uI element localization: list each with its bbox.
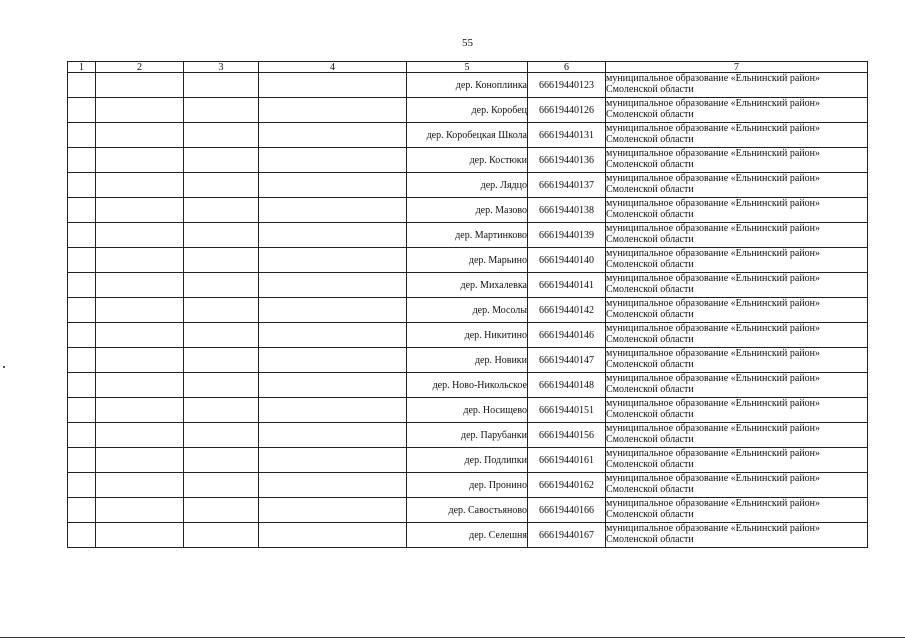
table-row (68, 423, 868, 448)
table-row (68, 198, 868, 223)
header-col-4: 4 (259, 62, 407, 73)
empty-cell-col-4 (259, 323, 407, 348)
empty-cell-col-2 (96, 98, 184, 123)
municipality-line-2: Смоленской области (606, 159, 694, 170)
header-col-7: 7 (606, 62, 868, 73)
empty-cell-col-3 (184, 223, 259, 248)
municipality (606, 423, 868, 448)
empty-cell-col-1 (68, 173, 96, 198)
header-col-3: 3 (184, 62, 259, 73)
municipality-line-1: муниципальное образование «Ельнинский район» (606, 148, 821, 159)
empty-cell-col-3 (184, 423, 259, 448)
municipality-line-2: Смоленской области (606, 234, 694, 245)
municipality-line-1: муниципальное образование «Ельнинский район» (606, 523, 821, 534)
empty-cell-col-2 (96, 423, 184, 448)
settlement-name: дер. Парубанки (407, 423, 528, 448)
empty-cell-col-2 (96, 248, 184, 273)
settlement-name: дер. Коноплинка (407, 73, 528, 98)
settlement-name: дер. Коробецкая Школа (407, 123, 528, 148)
empty-cell-col-3 (184, 323, 259, 348)
municipality-line-1: муниципальное образование «Ельнинский район» (606, 373, 821, 384)
table-row (68, 173, 868, 198)
municipality-line-1: муниципальное образование «Ельнинский район» (606, 473, 821, 484)
oktmo-code: 66619440141 (528, 273, 606, 298)
empty-cell-col-3 (184, 348, 259, 373)
header-col-5: 5 (407, 62, 528, 73)
municipality-line-2: Смоленской области (606, 409, 694, 420)
empty-cell-col-4 (259, 98, 407, 123)
municipality-line-1: муниципальное образование «Ельнинский район» (606, 273, 821, 284)
empty-cell-col-1 (68, 198, 96, 223)
empty-cell-col-3 (184, 198, 259, 223)
empty-cell-col-4 (259, 298, 407, 323)
table-row (68, 148, 868, 173)
municipality (606, 473, 868, 498)
municipality-line-1: муниципальное образование «Ельнинский район» (606, 123, 821, 134)
empty-cell-col-2 (96, 123, 184, 148)
empty-cell-col-3 (184, 98, 259, 123)
empty-cell-col-2 (96, 73, 184, 98)
municipality-line-2: Смоленской области (606, 284, 694, 295)
header-col-2: 2 (96, 62, 184, 73)
municipality-line-1: муниципальное образование «Ельнинский район» (606, 348, 821, 359)
table-row (68, 273, 868, 298)
municipality-line-2: Смоленской области (606, 109, 694, 120)
empty-cell-col-1 (68, 323, 96, 348)
oktmo-code: 66619440142 (528, 298, 606, 323)
header-row (68, 62, 868, 73)
municipality-line-1: муниципальное образование «Ельнинский район» (606, 248, 821, 259)
page-number: 55 (462, 37, 473, 49)
empty-cell-col-4 (259, 148, 407, 173)
settlement-name: дер. Новики (407, 348, 528, 373)
oktmo-code: 66619440136 (528, 148, 606, 173)
oktmo-code: 66619440123 (528, 73, 606, 98)
empty-cell-col-2 (96, 398, 184, 423)
empty-cell-col-3 (184, 123, 259, 148)
oktmo-code: 66619440139 (528, 223, 606, 248)
municipality-line-2: Смоленской области (606, 334, 694, 345)
empty-cell-col-1 (68, 273, 96, 298)
empty-cell-col-4 (259, 423, 407, 448)
empty-cell-col-1 (68, 298, 96, 323)
empty-cell-col-4 (259, 248, 407, 273)
empty-cell-col-3 (184, 473, 259, 498)
empty-cell-col-1 (68, 73, 96, 98)
settlement-name: дер. Михалевка (407, 273, 528, 298)
empty-cell-col-3 (184, 173, 259, 198)
municipality-line-1: муниципальное образование «Ельнинский район» (606, 398, 821, 409)
municipality (606, 198, 868, 223)
table-row (68, 223, 868, 248)
empty-cell-col-1 (68, 98, 96, 123)
empty-cell-col-1 (68, 423, 96, 448)
municipality (606, 448, 868, 473)
table-row (68, 498, 868, 523)
empty-cell-col-2 (96, 273, 184, 298)
municipality (606, 173, 868, 198)
empty-cell-col-3 (184, 73, 259, 98)
bottom-rule (0, 637, 905, 638)
table-row (68, 123, 868, 148)
header-col-1: 1 (68, 62, 96, 73)
municipality-line-1: муниципальное образование «Ельнинский район» (606, 423, 821, 434)
empty-cell-col-1 (68, 348, 96, 373)
empty-cell-col-3 (184, 273, 259, 298)
oktmo-code: 66619440151 (528, 398, 606, 423)
empty-cell-col-4 (259, 273, 407, 298)
empty-cell-col-1 (68, 398, 96, 423)
empty-cell-col-2 (96, 523, 184, 548)
empty-cell-col-4 (259, 498, 407, 523)
municipality-line-1: муниципальное образование «Ельнинский район» (606, 73, 821, 84)
empty-cell-col-2 (96, 498, 184, 523)
municipality (606, 123, 868, 148)
municipality-line-2: Смоленской области (606, 184, 694, 195)
empty-cell-col-3 (184, 498, 259, 523)
oktmo-code: 66619440161 (528, 448, 606, 473)
municipality (606, 273, 868, 298)
table-row (68, 448, 868, 473)
settlement-name: дер. Мазово (407, 198, 528, 223)
empty-cell-col-1 (68, 498, 96, 523)
oktmo-code: 66619440137 (528, 173, 606, 198)
empty-cell-col-4 (259, 223, 407, 248)
empty-cell-col-4 (259, 173, 407, 198)
settlement-name: дер. Мосолы (407, 298, 528, 323)
settlement-name: дер. Савостьяново (407, 498, 528, 523)
settlement-name: дер. Ново-Никольское (407, 373, 528, 398)
municipality-line-1: муниципальное образование «Ельнинский район» (606, 448, 821, 459)
empty-cell-col-4 (259, 448, 407, 473)
oktmo-code: 66619440140 (528, 248, 606, 273)
margin-mark (3, 366, 5, 368)
empty-cell-col-2 (96, 348, 184, 373)
municipality-line-1: муниципальное образование «Ельнинский район» (606, 498, 821, 509)
municipality (606, 373, 868, 398)
empty-cell-col-1 (68, 473, 96, 498)
empty-cell-col-4 (259, 523, 407, 548)
settlement-name: дер. Лядцо (407, 173, 528, 198)
municipality (606, 223, 868, 248)
table-row (68, 298, 868, 323)
municipality (606, 523, 868, 548)
municipality-line-2: Смоленской области (606, 534, 694, 545)
header-col-6: 6 (528, 62, 606, 73)
oktmo-code: 66619440138 (528, 198, 606, 223)
oktmo-code: 66619440131 (528, 123, 606, 148)
municipality (606, 298, 868, 323)
empty-cell-col-2 (96, 148, 184, 173)
settlement-name: дер. Марьино (407, 248, 528, 273)
municipality-line-1: муниципальное образование «Ельнинский район» (606, 223, 821, 234)
municipality-line-2: Смоленской области (606, 209, 694, 220)
settlements-table (67, 61, 868, 548)
empty-cell-col-3 (184, 448, 259, 473)
municipality-line-1: муниципальное образование «Ельнинский район» (606, 98, 821, 109)
oktmo-code: 66619440167 (528, 523, 606, 548)
empty-cell-col-4 (259, 73, 407, 98)
municipality (606, 148, 868, 173)
oktmo-code: 66619440148 (528, 373, 606, 398)
empty-cell-col-4 (259, 473, 407, 498)
empty-cell-col-2 (96, 448, 184, 473)
table-row (68, 248, 868, 273)
table-row (68, 398, 868, 423)
empty-cell-col-4 (259, 198, 407, 223)
empty-cell-col-3 (184, 298, 259, 323)
municipality (606, 323, 868, 348)
table-row (68, 473, 868, 498)
empty-cell-col-2 (96, 373, 184, 398)
settlement-name: дер. Костюки (407, 148, 528, 173)
municipality-line-1: муниципальное образование «Ельнинский район» (606, 298, 821, 309)
settlement-name: дер. Никитино (407, 323, 528, 348)
settlement-name: дер. Пронино (407, 473, 528, 498)
municipality-line-2: Смоленской области (606, 359, 694, 370)
settlement-name: дер. Носищево (407, 398, 528, 423)
empty-cell-col-2 (96, 223, 184, 248)
table-row (68, 73, 868, 98)
empty-cell-col-2 (96, 323, 184, 348)
municipality-line-2: Смоленской области (606, 384, 694, 395)
empty-cell-col-1 (68, 248, 96, 273)
empty-cell-col-1 (68, 373, 96, 398)
oktmo-code: 66619440166 (528, 498, 606, 523)
table-header (68, 62, 868, 73)
empty-cell-col-2 (96, 173, 184, 198)
empty-cell-col-2 (96, 473, 184, 498)
municipality-line-1: муниципальное образование «Ельнинский район» (606, 198, 821, 209)
oktmo-code: 66619440126 (528, 98, 606, 123)
oktmo-code: 66619440146 (528, 323, 606, 348)
settlement-name: дер. Коробец (407, 98, 528, 123)
table-row (68, 348, 868, 373)
oktmo-code: 66619440162 (528, 473, 606, 498)
empty-cell-col-1 (68, 148, 96, 173)
settlement-name: дер. Селешня (407, 523, 528, 548)
empty-cell-col-4 (259, 348, 407, 373)
municipality (606, 98, 868, 123)
table-body (68, 73, 868, 548)
municipality (606, 348, 868, 373)
municipality (606, 248, 868, 273)
empty-cell-col-1 (68, 523, 96, 548)
empty-cell-col-1 (68, 123, 96, 148)
settlement-name: дер. Подлипки (407, 448, 528, 473)
empty-cell-col-2 (96, 298, 184, 323)
empty-cell-col-3 (184, 248, 259, 273)
municipality-line-2: Смоленской области (606, 84, 694, 95)
municipality (606, 498, 868, 523)
municipality-line-2: Смоленской области (606, 309, 694, 320)
table-row (68, 373, 868, 398)
empty-cell-col-3 (184, 373, 259, 398)
municipality (606, 73, 868, 98)
empty-cell-col-3 (184, 398, 259, 423)
municipality-line-1: муниципальное образование «Ельнинский район» (606, 173, 821, 184)
municipality-line-2: Смоленской области (606, 259, 694, 270)
empty-cell-col-4 (259, 123, 407, 148)
table-row (68, 523, 868, 548)
municipality-line-2: Смоленской области (606, 484, 694, 495)
settlement-name: дер. Мартинково (407, 223, 528, 248)
empty-cell-col-3 (184, 148, 259, 173)
empty-cell-col-1 (68, 448, 96, 473)
municipality-line-1: муниципальное образование «Ельнинский район» (606, 323, 821, 334)
table-row (68, 98, 868, 123)
table-row (68, 323, 868, 348)
oktmo-code: 66619440156 (528, 423, 606, 448)
municipality-line-2: Смоленской области (606, 434, 694, 445)
municipality-line-2: Смоленской области (606, 134, 694, 145)
empty-cell-col-4 (259, 373, 407, 398)
oktmo-code: 66619440147 (528, 348, 606, 373)
municipality (606, 398, 868, 423)
empty-cell-col-2 (96, 198, 184, 223)
municipality-line-2: Смоленской области (606, 509, 694, 520)
empty-cell-col-1 (68, 223, 96, 248)
municipality-line-2: Смоленской области (606, 459, 694, 470)
empty-cell-col-3 (184, 523, 259, 548)
empty-cell-col-4 (259, 398, 407, 423)
